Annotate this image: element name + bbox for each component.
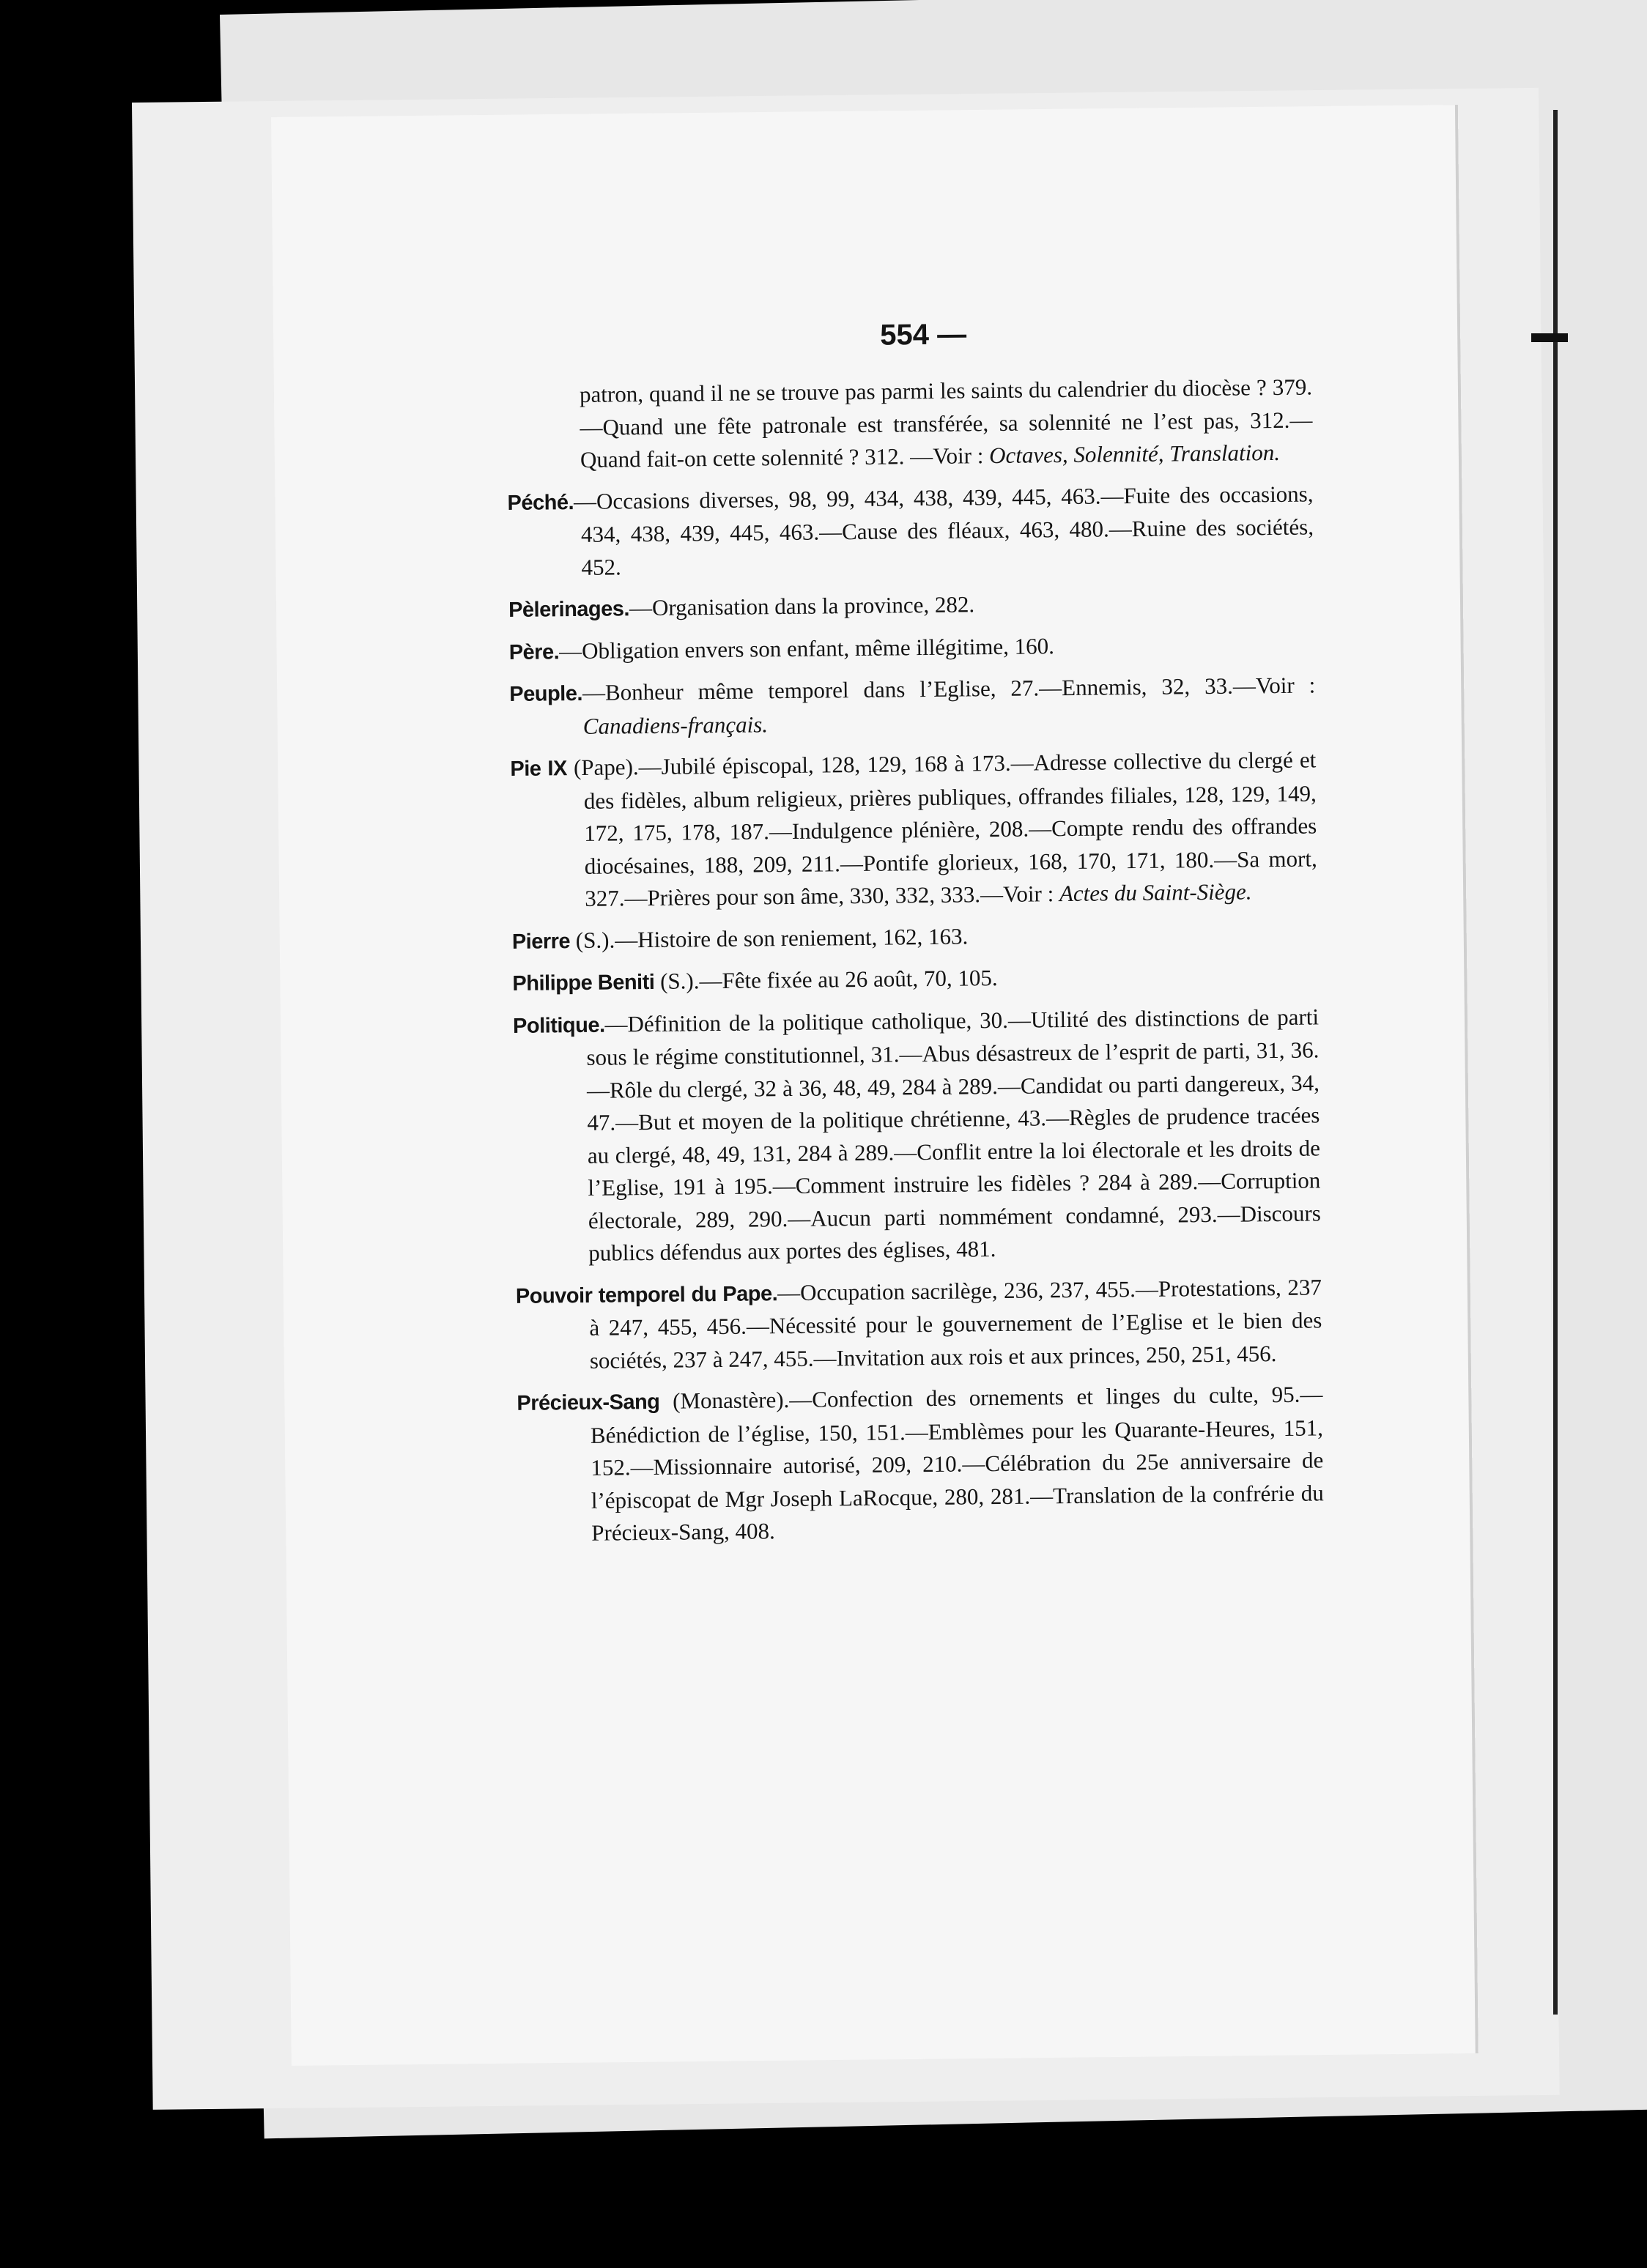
entry-text: —Obligation envers son enfant, même illégitime, 160. xyxy=(558,632,1055,664)
entry-heading: Précieux-Sang xyxy=(517,1390,660,1415)
index-entry xyxy=(512,916,1318,958)
index-entry xyxy=(509,669,1316,744)
entry-text: (Monastère).—Confection des ornements et linges du culte, 95.—Bénédiction de l’église, 150, 151.—Emblèmes pour les Quarante-Heures, 151, 152.—Missionnaire autorisé, 209, 210.—Célébration du 25e anniversaire de l’épiscopat de Mgr Joseph LaRocque, 280, 281.—Translation de la confrérie du Précieux-Sang, 408. xyxy=(590,1381,1324,1546)
spine-tab-mark xyxy=(1531,333,1568,342)
index-entry xyxy=(516,1271,1322,1378)
entry-text: (S.).—Histoire de son reniement, 162, 163. xyxy=(569,922,969,953)
index-entry xyxy=(513,1001,1322,1270)
book-spine-edge xyxy=(1553,110,1558,2015)
entry-text: —Organisation dans la province, 282. xyxy=(629,591,975,621)
index-entry xyxy=(508,627,1314,669)
index-entry xyxy=(508,585,1314,626)
entry-heading: Père. xyxy=(508,640,560,664)
index-entry xyxy=(517,1378,1324,1550)
entry-heading: Pouvoir temporel du Pape. xyxy=(515,1281,778,1308)
entry-heading: Pierre xyxy=(511,929,571,954)
intro-text: patron, quand il ne se trouve pas parmi les saints du calendrier du diocèse ? 379.—Quand une fête patronale est transférée, sa solennité ne l’est pas, 312.—Quand fait-on cette solennité ? 312. —Voir : xyxy=(579,374,1313,472)
index-entry xyxy=(510,744,1317,916)
entry-text: (S.).—Fête fixée au 26 août, 70, 105. xyxy=(654,965,998,994)
entry-heading: Peuple. xyxy=(509,681,583,706)
entry-heading: Péché. xyxy=(507,490,574,515)
entry-text: —Définition de la politique catholique, 30.—Utilité des distinctions de parti sous le régime constitutionnel, 31.—Abus désastreux de l’esprit de parti, 31, 36.—Rôle du clergé, 32 à 36, 48, 49, 284 à 289.—Candidat ou parti dangereux, 34, 47.—But et moyen de la politique chrétienne, 43.—Règles de prudence tracées au clergé, 48, 49, 131, 284 à 289.—Conflit entre la loi électorale et les droits de l’Eglise, 191 à 195.—Comment instruire les fidèles ? 284 à 289.—Corruption électorale, 289, 290.—Aucun parti nommément condamné, 293.—Discours publics défendus aux portes des églises, 481. xyxy=(586,1003,1321,1266)
entry-heading: Politique. xyxy=(512,1013,605,1038)
entry-text: —Occasions diverses, 98, 99, 434, 438, 439, 445, 463.—Fuite des occasions, 434, 438, 439, 445, 463.—Cause des fléaux, 463, 480.—Ruine des sociétés, 452. xyxy=(573,480,1314,580)
entry-text: —Occupation sacrilège, 236, 237, 455.—Protestations, 237 à 247, 455, 456.—Nécessité pour le gouvernement de l’Eglise et le bien des sociétés, 237 à 247, 455.—Invitation aux rois et aux princes, 250, 251, 456. xyxy=(589,1273,1322,1374)
index-entry xyxy=(512,958,1318,1000)
entry-heading: Philippe Beniti xyxy=(512,970,655,996)
page-number: 554 — xyxy=(880,318,967,352)
entry-see-also: Canadiens-français. xyxy=(582,711,769,739)
index-entry xyxy=(507,478,1314,585)
entry-heading: Pie IX xyxy=(510,757,567,781)
intro-continuation xyxy=(506,371,1313,477)
index-text-block xyxy=(506,314,1325,1559)
entry-text: —Bonheur même temporel dans l’Eglise, 27.—Ennemis, 32, 33.—Voir : xyxy=(582,672,1316,705)
entry-see-also: Actes du Saint-Siège. xyxy=(1059,878,1252,907)
entry-text: (Pape).—Jubilé épiscopal, 128, 129, 168 à 173.—Adresse collective du clergé et des fidèles, album religieux, prières publiques, offrandes filiales, 128, 129, 149, 172, 175, 178, 187.—Indulgence plénière, 208.—Compte rendu des offrandes diocésaines, 188, 209, 211.—Pontife glorieux, 168, 170, 171, 180.—Sa mort, 327.—Prières pour son âme, 330, 332, 333.—Voir : xyxy=(566,746,1317,911)
intro-see-also: Octaves, Solennité, Translation. xyxy=(988,439,1281,469)
entry-heading: Pèlerinages. xyxy=(508,597,630,622)
